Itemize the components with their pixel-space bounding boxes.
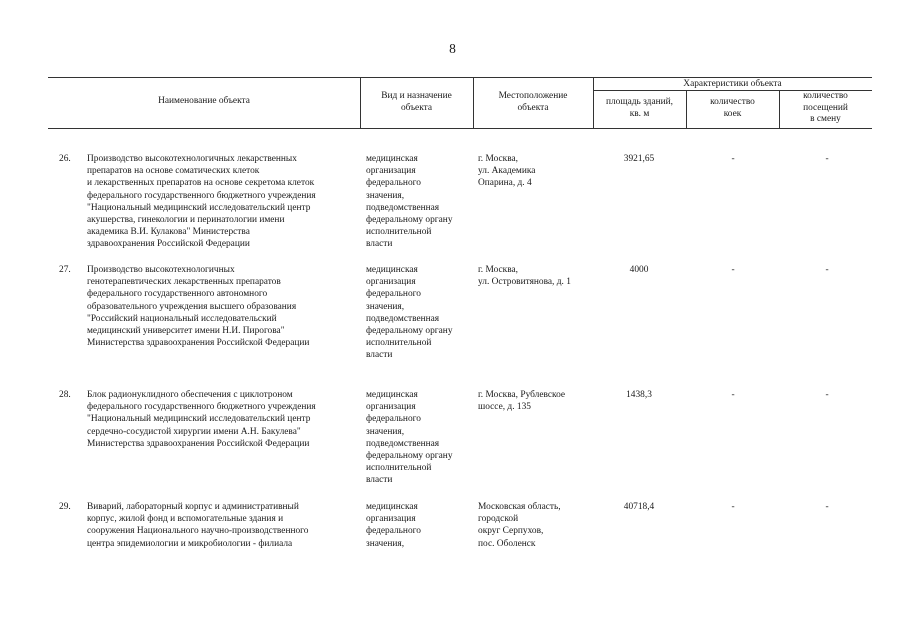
row-number: 27. [59, 265, 71, 275]
object-location: г. Москва, Рублевское шоссе, д. 135 [478, 390, 566, 413]
object-name: Производство высокотехнологичных генотерапевтических лекарственных препаратов федерального государственного автономного образовательного учреждения высшего образования "Российский национальный исследовательский медицинский университет имени Н.И. Пирогова" Министерства здравоохранения Российской Федерации [87, 265, 310, 349]
object-beds: - [731, 154, 735, 164]
object-visits: - [825, 390, 829, 400]
object-area: 3921,65 [623, 154, 655, 164]
object-visits: - [825, 502, 829, 512]
header-location: Местоположение объекта [498, 91, 568, 113]
page-number: 8 [449, 41, 456, 56]
object-type: медицинская организация федерального значения, подведомственная федеральному органу исполнительной власти [366, 154, 453, 250]
object-location: г. Москва, ул. Академика Опарина, д. 4 [478, 154, 536, 189]
object-beds: - [731, 502, 735, 512]
header-area: площадь зданий, кв. м [605, 97, 673, 119]
object-type: медицинская организация федерального значения, подведомственная федеральному органу исполнительной власти [366, 390, 453, 486]
object-visits: - [825, 265, 829, 275]
header-visits: количество посещений в смену [803, 91, 848, 124]
object-beds: - [731, 390, 735, 400]
object-type: медицинская организация федерального значения, [366, 502, 421, 549]
header-type: Вид и назначение объекта [381, 91, 452, 113]
object-area: 40718,4 [623, 502, 655, 512]
header-top-rule [48, 77, 872, 78]
object-area: 4000 [629, 265, 649, 275]
row-number: 26. [59, 154, 71, 164]
row-number: 28. [59, 390, 71, 400]
header-characteristics: Характеристики объекта [683, 79, 782, 89]
object-type: медицинская организация федерального значения, подведомственная федеральному органу исполнительной власти [366, 265, 453, 361]
row-number: 29. [59, 502, 71, 512]
object-name: Виварий, лабораторный корпус и административный корпус, жилой фонд и вспомогательные здания и сооружения Национального научно-производственного центра эпидемиологии и микробиологии - филиала [87, 502, 309, 549]
header-beds: количество коек [710, 97, 755, 119]
object-beds: - [731, 265, 735, 275]
object-location: Московская область, городской округ Серпухов, пос. Оболенск [478, 502, 561, 549]
object-location: г. Москва, ул. Островитянова, д. 1 [478, 265, 571, 288]
object-visits: - [825, 154, 829, 164]
object-area: 1438,3 [626, 390, 652, 400]
object-name: Производство высокотехнологичных лекарственных препаратов на основе соматических клеток и лекарственных препаратов на основе секретома клеток федерального государственного бюджетного учреждения "Национальный медицинский исследовательский центр акушерства, гинекологии и перинатологии имени академика В.И. Кулакова" Министерства здравоохранения Российской Федерации [87, 154, 316, 250]
object-name: Блок радионуклидного обеспечения с циклотроном федерального государственного бюджетного учреждения "Национальный медицинский исследовательский центр сердечно-сосудистой хирургии имени А.Н. Бакулева" Министерства здравоохранения Российской Федерации [87, 390, 316, 449]
header-bottom-rule [48, 128, 872, 129]
header-name: Наименование объекта [158, 96, 250, 106]
